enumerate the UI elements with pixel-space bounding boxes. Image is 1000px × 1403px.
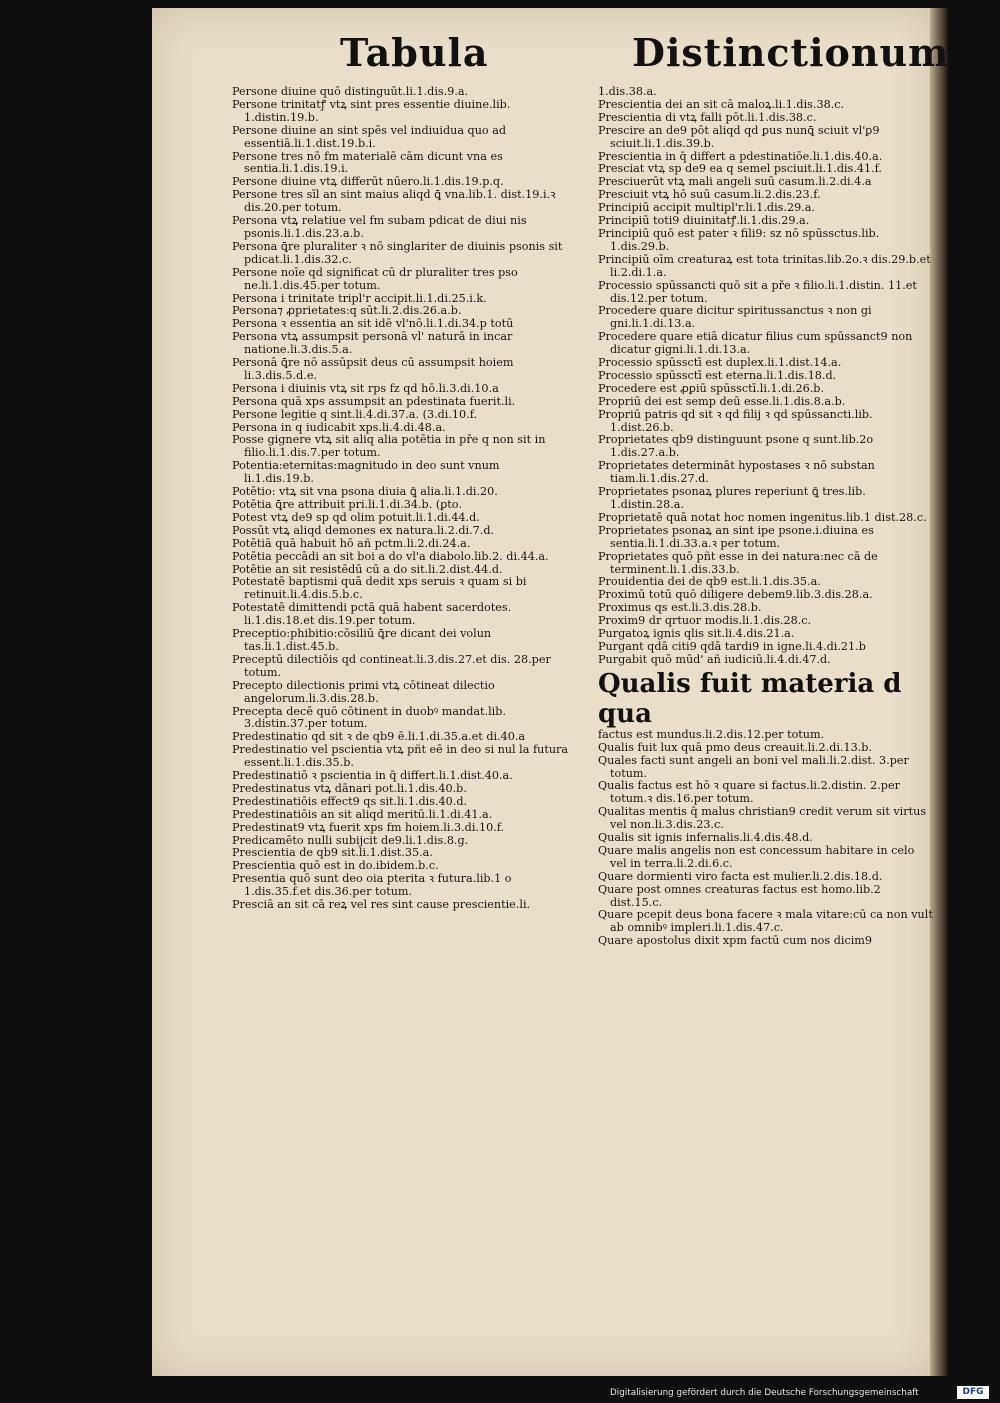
index-entry: Purgabit quō mūd' añ iudiciū.li.4.di.47.d. xyxy=(598,652,831,666)
index-entry: Personā ꝗ̄re nō assūpsit deus cū assumpsit hoiem li.3.dis.5.d.e. xyxy=(232,356,514,382)
header-right: Distinctionum xyxy=(632,30,950,75)
index-entry: Persone legitie q sint.li.4.di.37.a. (3.di.10.f. xyxy=(232,407,478,421)
index-entry: Potentia:eternitas:magnitudo in deo sunt vnum li.1.dis.19.b. xyxy=(232,459,500,486)
index-entry: Qualis factus est hō ꝛ quare si factus.li.2.distin. 2.per totum.ꝛ dis.16.per totum. xyxy=(598,779,900,806)
right-column xyxy=(598,86,934,948)
index-entry: Potētio: vtꝝ sit vna psona diuia ꝗ̄ alia.li.1.di.20. xyxy=(232,485,498,499)
index-entry: Precepta decē quō cōtinent in duobꝰ mandat.lib. 3.distin.37.per totum. xyxy=(232,704,506,731)
section-entries xyxy=(598,729,934,948)
index-entry: Presciuit vtꝝ hō suū casum.li.2.dis.23.f. xyxy=(598,188,821,202)
index-entry: Proprietates psonaꝝ an sint ipe psone.i.diuina es sentia.li.1.di.33.a.ꝛ per totum. xyxy=(598,523,874,550)
index-entry: Preceptio:phibitio:cōsiliū ꝗ̄re dicant dei volun tas.li.1.dist.45.b. xyxy=(232,627,492,653)
index-entry: Prescientia de qb9 sit.li.1.dist.35.a. xyxy=(232,846,433,860)
index-entry: Persona vtꝝ relatiue vel fm subam pdicat de diui nis psonis.li.1.dis.23.a.b. xyxy=(232,214,527,240)
index-entry: Qualis fuit lux quā pmo deus creauit.li.2.di.13.b. xyxy=(598,740,872,754)
index-entry: Quare dormienti viro facta est mulier.li.2.dis.18.d. xyxy=(598,869,883,883)
index-entry: Predestinatio vel pscientia vtꝝ pñt eē in deo si nul la futura essent.li.1.dis.35.b. xyxy=(232,743,569,770)
left-column xyxy=(232,86,572,912)
index-entry: Presciuerūt vtꝝ mali angeli suū casum.li.2.di.4.a xyxy=(598,175,872,189)
index-entry: Persone tres nō fm materialē cām dicunt vna es sentia.li.1.dis.19.i. xyxy=(232,149,503,176)
index-entry: Principiū quō est pater ꝛ fili9: sz nō spūssctus.lib. 1.dis.29.b. xyxy=(598,226,880,253)
index-entry: Prescientia di vtꝝ falli pōt.li.1.dis.38.c. xyxy=(598,110,817,124)
index-entry: Purgatoꝝ ignis qlis sit.li.4.dis.21.a. xyxy=(598,627,795,641)
index-entry: Persona i trinitate tripl'r accipit.li.1.di.25.i.k. xyxy=(232,291,487,305)
footer-credit: Digitalisierung gefördert durch die Deutsche Forschungsgemeinschaft xyxy=(610,1388,919,1398)
index-entry: Proprietates quō pñt esse in dei natura:nec cā de terminent.li.1.dis.33.b. xyxy=(598,549,878,576)
index-entry: Persone noīe qd significat cū dr pluraliter tres pso ne.li.1.dis.45.per totum. xyxy=(232,265,518,292)
section-title: Qualis fuit materia d qua xyxy=(598,668,902,729)
index-entry: Quales facti sunt angeli an boni vel mali.li.2.dist. 3.per totum. xyxy=(598,753,909,780)
index-entry: Principiū oīm creaturaꝝ est tota trinitas.lib.2o.ꝛ dis.29.b.et li.2.di.1.a. xyxy=(598,252,931,279)
index-entry: Processio spūssctī est duplex.li.1.dist.14.a. xyxy=(598,356,842,370)
header-left: Tabula xyxy=(340,30,489,75)
index-entry: Processio spūssctī est eterna.li.1.dis.18.d. xyxy=(598,368,837,382)
index-entry: Proprietates determināt hypostases ꝛ nō substan tiam.li.1.dis.27.d. xyxy=(598,459,875,486)
index-entry: Quare apostolus dixit xpm factū cum nos dicim9 xyxy=(598,934,873,948)
index-entry: Persone diuine an sint spēs vel indiuidua quo ad essentiā.li.1.dist.19.b.i. xyxy=(232,123,507,150)
index-entry: Predestinatiōis an sit aliqd meritū.li.1.di.41.a. xyxy=(232,807,493,821)
index-entry: Quare post omnes creaturas factus est homo.lib.2 dist.15.c. xyxy=(598,882,881,909)
index-entry: Prescientia quō est in do.ibidem.b.c. xyxy=(232,859,439,873)
index-entry: Presciat vtꝝ sp de9 ea q semel psciuit.li.1.dis.41.f. xyxy=(598,162,882,176)
index-entry: Processio spūssancti quō sit a pře ꝛ filio.li.1.distin. 11.et dis.12.per totum. xyxy=(598,278,917,305)
index-entry: Persona ꝛ essentia an sit idē vl'nō.li.1.di.34.p totū xyxy=(232,317,514,331)
index-entry: Proprietates qb9 distinguunt psone q sunt.lib.2o 1.dis.27.a.b. xyxy=(598,433,874,460)
index-entry: Principiū toti9 diuinitatꝭ.li.1.dis.29.a. xyxy=(598,214,810,228)
index-entry: Possūt vtꝝ aliqd demones ex natura.li.2.di.7.d. xyxy=(232,523,495,537)
index-entry: Potētia peccādi an sit boi a do vl'a diabolo.lib.2. di.44.a. xyxy=(232,549,549,563)
index-entry: Persona ꝗ̄re pluraliter ꝛ nō singlariter de diuinis psonis sit pdicat.li.1.dis.32.c. xyxy=(232,239,563,266)
index-entry: Predestinatio qd sit ꝛ de qb9 ē.li.1.di.35.a.et di.40.a xyxy=(232,730,526,744)
index-entry: Proprietatē quā notat hoc nomen ingenitus.lib.1 dist.28.c. xyxy=(598,510,927,524)
index-entry: 1.dis.38.a. xyxy=(598,85,657,98)
index-entry: Predestinatus vtꝝ dānari pot.li.1.dis.40.b. xyxy=(232,781,467,795)
index-entry: Preceptū dilectiōis qd contineat.li.3.dis.27.et dis. 28.per totum. xyxy=(232,652,551,679)
index-entry: Persona i diuinis vtꝝ sit rps fz qd hō.li.3.di.10.a xyxy=(232,381,499,395)
index-entry: Persona⁊ ꝓprietates:q sūt.li.2.dis.26.a.b. xyxy=(232,304,462,318)
index-entry: Propriū patris qd sit ꝛ qd filij ꝛ qd spūssancti.lib. 1.dist.26.b. xyxy=(598,407,873,434)
index-entry: Potestatē dimittendi pctā quā habent sacerdotes. li.1.dis.18.et dis.19.per totum. xyxy=(232,601,512,628)
index-entry: Prouidentia dei de qb9 est.li.1.dis.35.a. xyxy=(598,575,821,589)
index-entry: Precepto dilectionis primi vtꝝ cōtineat dilectio angelorum.li.3.dis.28.b. xyxy=(232,678,495,705)
index-entry: Potētiā quā habuit hō añ pctm.li.2.di.24.a. xyxy=(232,536,471,550)
index-entry: Persona quā xps assumpsit an pdestinata fuerit.li. xyxy=(232,394,516,408)
index-entry: Predestinatiōis effect9 qs sit.li.1.dis.40.d. xyxy=(232,794,468,808)
index-entry: Proprietates psonaꝝ plures reperiunt ꝗ̄ tres.lib. 1.distin.28.a. xyxy=(598,485,866,511)
index-entry: Potestatē baptismi quā dedit xps seruis ꝛ quam si bi retinuit.li.4.dis.5.b.c. xyxy=(232,575,527,602)
index-entry: Qualitas mentis q̄ malus christian9 credit verum sit virtus vel non.li.3.dis.23.c. xyxy=(598,805,927,832)
index-entry: Prescire an de9 pōt aliqd qd ꝑus nunꝗ̄ sciuit vl'ꝑ9 sciuit.li.1.dis.39.b. xyxy=(598,123,880,150)
index-entry: Predestinat9 vtꝝ fuerit xps fm hoiem.li.3.di.10.f. xyxy=(232,820,505,834)
right-column-entries xyxy=(598,86,934,667)
index-entry: Persona in q iudicabit xps.li.4.di.48.a. xyxy=(232,420,446,434)
dfg-logo: DFG xyxy=(957,1386,989,1399)
index-entry: Persone diuine vtꝝ differūt nūero.li.1.dis.19.p.q. xyxy=(232,175,504,189)
index-entry: Quare malis angelis non est concessum habitare in celo vel in terra.li.2.di.6.c. xyxy=(598,843,915,870)
index-entry: Presciā an sit cā reꝝ vel res sint cause prescientie.li. xyxy=(232,898,531,912)
index-entry: Purgant qdā citi9 qdā tardi9 in igne.li.4.di.21.b xyxy=(598,639,866,653)
index-entry: Propriū dei est semp deū esse.li.1.dis.8.a.b. xyxy=(598,394,846,408)
index-entry: Potest vtꝝ de9 sp qd olim potuit.li.1.di.44.d. xyxy=(232,510,480,524)
index-entry: Presentia quō sunt deo oia pterita ꝛ futura.lib.1 o 1.dis.35.f.et dis.36.per totum. xyxy=(232,872,512,899)
index-entry: Prescientia dei an sit cā maloꝝ.li.1.dis.38.c. xyxy=(598,97,845,111)
index-entry: Proxim9 dr qrtuor modis.li.1.dis.28.c. xyxy=(598,614,812,628)
index-entry: Proximū totū quō diligere debem9.lib.3.dis.28.a. xyxy=(598,588,873,602)
index-entry: Persone diuine quō distinguūt.li.1.dis.9.a. xyxy=(232,85,469,98)
index-entry: Procedere quare etiā dicatur filius cum spūssanct9 non dicatur gigni.li.1.di.13.a. xyxy=(598,330,913,357)
index-entry: Potētia ꝗ̄re attribuit pri.li.1.di.34.b. (ꝑto. xyxy=(232,498,462,511)
index-entry: Proximus qs est.li.3.dis.28.b. xyxy=(598,601,762,615)
index-entry: Quare pcepit deus bona facere ꝛ mala vitare:cū ca non vult ab omnibꝰ impleri.li.1.dis.47.c. xyxy=(598,908,933,935)
index-entry: Persone trinitatꝭ vtꝝ sint pres essentie diuine.lib. 1.distin.19.b. xyxy=(232,97,511,124)
index-entry: Potētie an sit resistēdū cū a do sit.li.2.dist.44.d. xyxy=(232,562,503,576)
index-entry: Qualis sit ignis infernalis.li.4.dis.48.d. xyxy=(598,831,813,845)
index-entry: Procedere quare dicitur spiritussanctus ꝛ non gi gni.li.1.di.13.a. xyxy=(598,304,872,331)
index-entry: Persona vtꝝ assumpsit personā vl' naturā in incar natione.li.3.dis.5.a. xyxy=(232,330,513,357)
index-entry: Predicamēto nulli subijcit de9.li.1.dis.8.g. xyxy=(232,833,469,847)
index-entry: Prescientia in q̄ differt a pdestinatiōe.li.1.dis.40.a. xyxy=(598,149,883,163)
index-entry: Posse gignere vtꝝ sit aliq alia potētia in pře q non sit in filio.li.1.dis.7.per totum. xyxy=(232,433,546,460)
index-entry: Principiū accipit multipl'r.li.1.dis.29.a. xyxy=(598,201,815,215)
index-entry: Persone tres sīl an sint maius aliqd ꝗ̄ vna.lib.1. dist.19.i.ꝛ dis.20.per totum. xyxy=(232,188,556,215)
index-entry: Procedere est ꝓꝑiū spūssctī.li.1.di.26.b. xyxy=(598,381,825,395)
index-entry: Predestinatiō ꝛ pscientia in q̄ differt.li.1.dist.40.a. xyxy=(232,769,513,783)
index-entry: factus est mundus.li.2.dis.12.per totum. xyxy=(598,727,825,741)
